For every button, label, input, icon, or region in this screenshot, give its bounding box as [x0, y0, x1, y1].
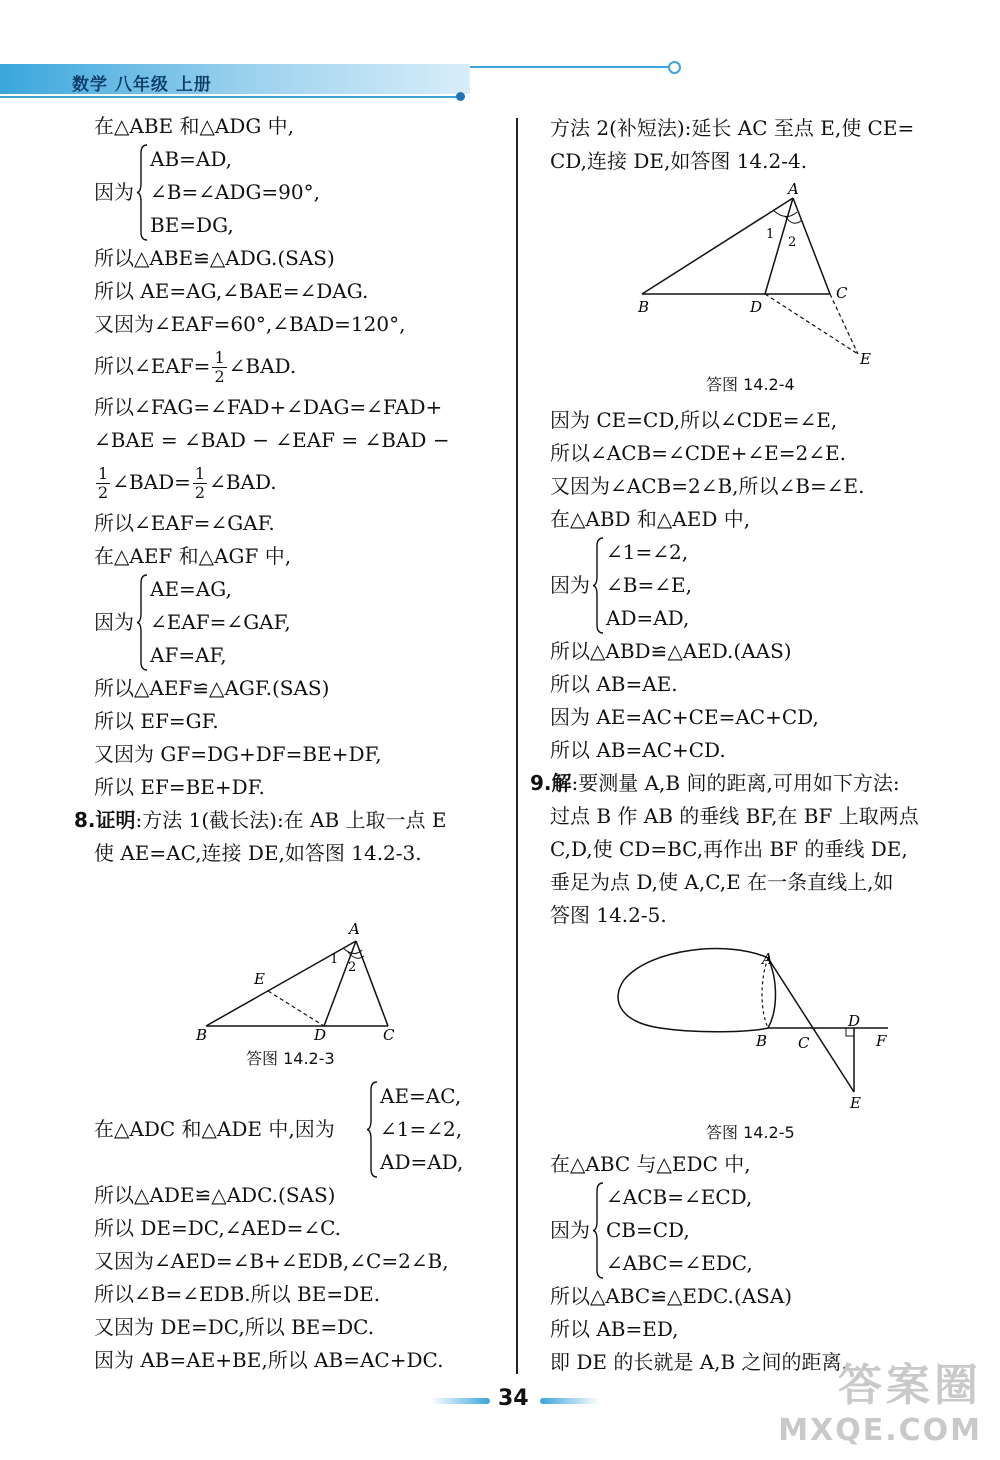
- text-segment: ∠BAD.: [228, 354, 297, 378]
- text-segment: :要测量 A,B 间的距离,可用如下方法:: [571, 771, 900, 795]
- right-column-continued: [530, 404, 970, 932]
- text-line: 在△ABC 与△EDC 中,: [550, 1152, 751, 1176]
- text-line: 使 AE=AC,连接 DE,如答图 14.2-3.: [94, 841, 422, 865]
- brace-item: AE=AG,: [150, 577, 232, 601]
- watermark-url: MXQE.COM: [778, 1413, 982, 1448]
- text-line: 所以△ADE≌△ADC.(SAS): [94, 1183, 336, 1207]
- problem-keyword: 解: [551, 771, 572, 795]
- right-column-end: [550, 1148, 970, 1379]
- watermark: [778, 1349, 982, 1448]
- fraction-numerator: 1: [194, 464, 206, 483]
- right-column: [550, 112, 970, 178]
- text-line: ∠BAE = ∠BAD − ∠EAF = ∠BAD −: [94, 428, 450, 452]
- brace-icon: [136, 573, 148, 672]
- text-line: 所以△ABC≌△EDC.(ASA): [550, 1284, 793, 1308]
- brace-icon: [592, 1181, 604, 1280]
- text-line: 所以 EF=GF.: [94, 709, 219, 733]
- condition-brace: [94, 1080, 514, 1179]
- point-label: B: [756, 1032, 768, 1050]
- angle-label: 1: [330, 952, 339, 967]
- header-band: [0, 64, 470, 94]
- brace-lead: 在△ADC 和△ADE 中,因为: [94, 1117, 335, 1141]
- page-number-decoration: [540, 1398, 600, 1404]
- problem-9-heading: [530, 767, 970, 800]
- text-line: 又因为∠ACB=2∠B,所以∠B=∠E.: [550, 474, 865, 498]
- text-segment: 所以∠EAF=: [94, 354, 211, 378]
- brace-item: ∠ACB=∠ECD,: [606, 1185, 753, 1209]
- fraction: [96, 465, 110, 502]
- text-line: 所以∠ACB=∠CDE+∠E=2∠E.: [550, 441, 846, 465]
- condition-brace: [94, 573, 514, 672]
- text-line-fraction: [94, 341, 514, 391]
- point-label: A: [762, 950, 773, 968]
- brace-lead: 因为: [94, 180, 134, 204]
- angle-label: 2: [788, 235, 797, 250]
- text-line: 在△ABD 和△AED 中,: [550, 507, 751, 531]
- brace-item: ∠1=∠2,: [606, 540, 689, 564]
- text-line: 垂足为点 D,使 A,C,E 在一条直线上,如: [550, 870, 894, 894]
- text-line: 所以 AB=ED,: [550, 1317, 679, 1341]
- problem-keyword: 证明: [95, 808, 136, 832]
- book-title: 数学 八年级 上册: [72, 75, 212, 95]
- brace-lead: 因为: [550, 573, 590, 597]
- text-line: 因为 CE=CD,所以∠CDE=∠E,: [550, 408, 838, 432]
- text-line: 即 DE 的长就是 A,B 之间的距离.: [550, 1350, 848, 1374]
- fraction-denominator: 2: [98, 483, 109, 502]
- point-label: B: [196, 1026, 208, 1044]
- text-line: 所以△ABE≌△ADG.(SAS): [94, 246, 335, 270]
- text-line: 在△ABE 和△ADG 中,: [94, 114, 295, 138]
- fraction-numerator: 1: [98, 464, 109, 483]
- angle-label: 2: [348, 960, 357, 975]
- brace-item: BE=DG,: [150, 213, 234, 237]
- text-line: 过点 B 作 AB 的垂线 BF,在 BF 上取两点: [550, 804, 919, 828]
- point-label: F: [876, 1032, 887, 1050]
- fraction-numerator: 1: [214, 348, 225, 367]
- text-line: 在△AEF 和△AGF 中,: [94, 544, 292, 568]
- figure-14-2-3: [196, 920, 416, 1056]
- text-line: 所以 DE=DC,∠AED=∠C.: [94, 1216, 342, 1240]
- text-line: C,D,使 CD=BC,再作出 BF 的垂线 DE,: [550, 837, 908, 861]
- header-rule-lower: [0, 96, 460, 98]
- brace-icon: [136, 143, 148, 242]
- brace-item: CB=CD,: [606, 1218, 690, 1242]
- brace-item: AD=AD,: [380, 1150, 464, 1174]
- text-line: 所以△AEF≌△AGF.(SAS): [94, 676, 330, 700]
- text-line: 因为 AE=AC+CE=AC+CD,: [550, 705, 819, 729]
- point-label: C: [383, 1026, 395, 1044]
- page-number-decoration: [430, 1398, 490, 1404]
- figure-caption: 答图 14.2-5: [706, 1123, 795, 1142]
- text-line: 所以 AB=AC+CD.: [550, 738, 726, 762]
- brace-item: ∠EAF=∠GAF,: [150, 610, 291, 634]
- text-line: 所以∠B=∠EDB.所以 BE=DE.: [94, 1282, 381, 1306]
- brace-item: ∠B=∠ADG=90°,: [150, 180, 320, 204]
- figure-caption: 答图 14.2-4: [706, 375, 795, 394]
- brace-item: ∠ABC=∠EDC,: [606, 1251, 753, 1275]
- point-label: C: [836, 284, 848, 302]
- point-label: E: [850, 1094, 861, 1112]
- point-label: D: [750, 298, 763, 316]
- brace-item: ∠B=∠E,: [606, 573, 692, 597]
- condition-brace: [550, 1181, 970, 1280]
- brace-item: AF=AF,: [150, 643, 227, 667]
- brace-lead: 因为: [94, 610, 134, 634]
- fraction-denominator: 2: [194, 483, 206, 502]
- point-label: D: [314, 1026, 327, 1044]
- text-line: CD,连接 DE,如答图 14.2-4.: [550, 149, 808, 173]
- text-line: 又因为∠AED=∠B+∠EDB,∠C=2∠B,: [94, 1249, 449, 1273]
- condition-brace: [550, 536, 970, 635]
- figure-caption: 答图 14.2-3: [246, 1049, 335, 1068]
- fraction-denominator: 2: [214, 367, 225, 386]
- brace-item: ∠1=∠2,: [380, 1117, 463, 1141]
- text-line: 又因为∠EAF=60°,∠BAD=120°,: [94, 312, 406, 336]
- condition-brace: [94, 143, 514, 242]
- text-line: 方法 2(补短法):延长 AC 至点 E,使 CE=: [550, 116, 915, 140]
- text-segment: ∠BAD=: [112, 470, 191, 494]
- header-rule: [470, 66, 670, 68]
- problem-number: 8.: [74, 808, 96, 832]
- text-segment: :方法 1(截长法):在 AB 上取一点 E: [135, 808, 447, 832]
- brace-item: AD=AD,: [606, 606, 690, 630]
- brace-lead: 因为: [550, 1218, 590, 1242]
- header-dot-icon: [668, 61, 681, 74]
- point-label: A: [788, 180, 799, 198]
- left-column: [74, 110, 514, 870]
- point-label: C: [798, 1034, 810, 1052]
- text-line: 所以 AB=AE.: [550, 672, 678, 696]
- fraction: [212, 349, 226, 386]
- text-line-fraction: [94, 457, 514, 507]
- point-label: E: [860, 350, 871, 368]
- text-line: 所以∠EAF=∠GAF.: [94, 511, 275, 535]
- figure-14-2-4: [630, 180, 890, 374]
- text-segment: ∠BAD.: [209, 470, 277, 494]
- text-line: 所以 EF=BE+DF.: [94, 775, 265, 799]
- header-dot-lower-icon: [456, 92, 465, 101]
- point-label: A: [349, 920, 360, 938]
- column-divider: [516, 118, 518, 1374]
- fraction: [193, 465, 207, 502]
- text-line: 所以 AE=AG,∠BAE=∠DAG.: [94, 279, 369, 303]
- point-label: E: [254, 970, 265, 988]
- text-line: 又因为 GF=DG+DF=BE+DF,: [94, 742, 382, 766]
- text-line: 又因为 DE=DC,所以 BE=DC.: [94, 1315, 375, 1339]
- point-label: B: [638, 298, 650, 316]
- figure-14-2-5: [610, 940, 900, 1115]
- watermark-logo-text: 答案圈: [838, 1360, 982, 1411]
- text-line: 所以△ABD≌△AED.(AAS): [550, 639, 792, 663]
- left-column-continued: [94, 1080, 514, 1377]
- text-line: 所以∠FAG=∠FAD+∠DAG=∠FAD+: [94, 395, 443, 419]
- brace-icon: [366, 1080, 378, 1179]
- text-line: 答图 14.2-5.: [550, 903, 667, 927]
- brace-icon: [592, 536, 604, 635]
- page-number: 34: [498, 1386, 529, 1411]
- brace-item: AB=AD,: [150, 147, 233, 171]
- angle-label: 1: [766, 227, 775, 242]
- point-label: D: [848, 1012, 861, 1030]
- brace-item: AE=AC,: [380, 1084, 462, 1108]
- text-line: 因为 AB=AE+BE,所以 AB=AC+DC.: [94, 1348, 444, 1372]
- problem-number: 9.: [530, 771, 552, 795]
- problem-8-heading: [74, 804, 514, 837]
